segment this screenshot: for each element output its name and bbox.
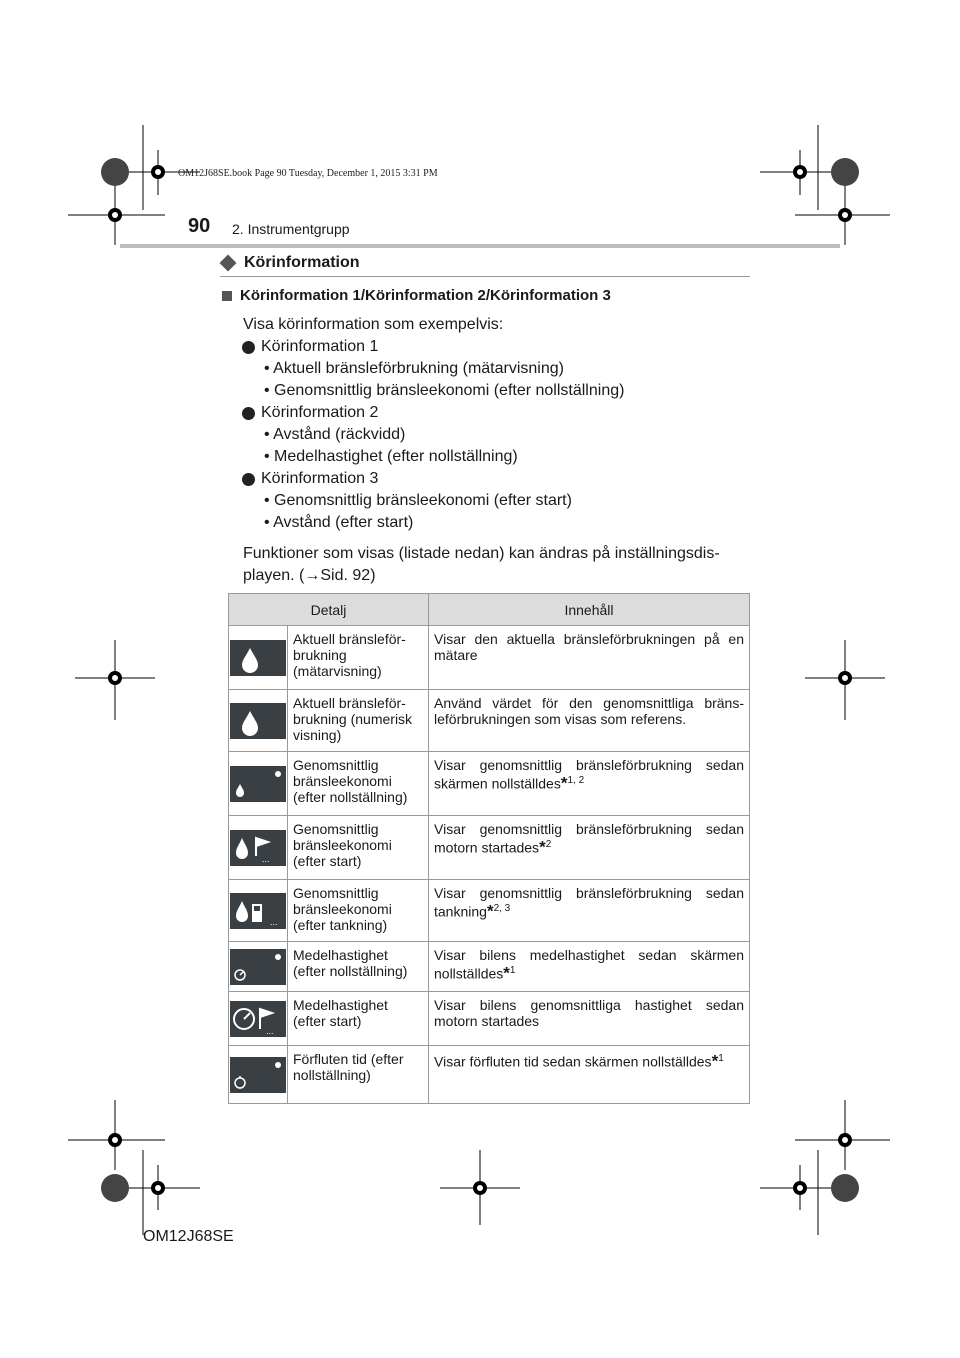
footnote-asterisk: * [503,963,510,983]
list-item: • Genomsnittlig bränsleekonomi (efter nollställning) [264,382,625,399]
icon-cell [229,626,288,690]
content-text: Visar genomsnittlig bränsleförbrukning sedan skärmen nollställdes [434,757,744,792]
footnote-ref: 1 [718,1053,724,1064]
content-cell [429,942,750,992]
list-item-text: Avstånd (efter start) [273,514,414,531]
fuel-drop-flag-icon [230,830,286,866]
speedometer-flag-icon [230,1001,286,1037]
table-row [229,880,750,942]
content-cell [429,992,750,1046]
detail-cell: Aktuell bränsleför-brukning (numerisk visning) [288,690,429,752]
list-item: • Avstånd (efter start) [264,514,414,531]
icon-cell [229,992,288,1046]
table-row [229,816,750,880]
footnote-asterisk: * [486,901,494,921]
table-row [229,992,750,1046]
fuel-drop-large-icon [230,703,286,739]
list-item-text: Genomsnittlig bränsleekonomi (efter nollställning) [274,382,625,399]
content-cell [429,880,750,942]
content-cell [429,1046,750,1104]
section-title: Körinformation [244,254,360,271]
group-item [242,336,762,358]
stopwatch-reset-icon [230,1057,286,1093]
outro-text [243,543,763,587]
content-text: Visar genomsnittlig bränsleförbrukning sedan tankning [434,885,744,920]
bullet-icon [242,341,255,354]
column-header: Detalj [229,594,429,626]
content-text: Använd värdet för den genomsnittliga bräns-leförbrukningen som visas som referens. [434,695,744,727]
subsection-heading [222,287,611,304]
content-text: Visar den aktuella bränsleförbrukningen på en mätare [434,631,744,663]
speedometer-reset-icon [230,949,286,985]
list-item: • Medelhastighet (efter nollställning) [264,448,518,465]
detail-cell: Genomsnittlig bränsleekonomi (efter tankning) [288,880,429,942]
list-item-text: Aktuell bränsleförbrukning (mätarvisning) [273,360,564,377]
content-cell [429,752,750,816]
footnote-asterisk: * [711,1051,719,1071]
content-cell [429,690,750,752]
group-item [242,468,762,490]
detail-cell: Medelhastighet (efter nollställning) [288,942,429,992]
table-row [229,752,750,816]
outro-text-part: playen. ( [243,567,305,584]
icon-cell [229,690,288,752]
group-label: Körinformation 1 [261,338,379,355]
info-table [228,593,750,1104]
outro-line: Funktioner som visas (listade nedan) kan ändras på inställningsdis- [243,545,720,562]
table-header-row [229,594,750,626]
content-text: Visar bilens genomsnittliga hastighet sedan motorn startades [434,997,744,1029]
detail-cell: Aktuell bränsleför-brukning (mätarvisning) [288,626,429,690]
page-number: 90 [188,215,211,237]
footnote-asterisk: * [539,837,546,857]
svg-text:...: ... [262,853,270,864]
chapter-title: 2. Instrumentgrupp [232,221,350,237]
list-item: • Genomsnittlig bränsleekonomi (efter start) [264,492,572,509]
group-item [242,402,762,424]
subsection-title: Körinformation 1/Körinformation 2/Körinformation 3 [240,287,611,304]
table-row [229,690,750,752]
detail-cell: Medelhastighet (efter start) [288,992,429,1046]
footnote-ref: 2 [545,839,552,850]
footnote-ref: 1, 2 [567,775,585,786]
icon-cell [229,1046,288,1104]
group-label: Körinformation 3 [261,470,379,487]
icon-cell [229,880,288,942]
print-header: OM12J68SE.book Page 90 Tuesday, December 1, 2015 3:31 PM [178,168,438,179]
intro-text: Visa körinformation som exempelvis: [243,316,504,333]
content-text: Visar bilens medelhastighet sedan skärmen nollställdes [434,947,744,982]
list-item: • Avstånd (räckvidd) [264,426,406,443]
group-label: Körinformation 2 [261,404,379,421]
content-cell [429,626,750,690]
group-list [242,336,762,534]
detail-cell: Förfluten tid (efter nollställning) [288,1046,429,1104]
footnote-ref: 1 [509,965,516,976]
content-text: Visar genomsnittlig bränsleförbrukning sedan motorn startades [434,821,744,856]
fuel-drop-small-reset-icon [230,766,286,802]
footer-code: OM12J68SE [143,1228,234,1245]
icon-cell [229,942,288,992]
table-row [229,942,750,992]
icon-cell [229,816,288,880]
list-item-text: Genomsnittlig bränsleekonomi (efter start) [274,492,572,509]
footnote-ref: 2, 3 [493,903,511,914]
footnote-asterisk: * [560,773,568,793]
square-bullet-icon [222,291,232,301]
table-row [229,1046,750,1104]
section-heading [220,254,360,272]
list-item: • Aktuell bränsleförbrukning (mätarvisning) [264,360,564,377]
content-cell [429,816,750,880]
list-item-text: Avstånd (räckvidd) [273,426,406,443]
fuel-drop-large-icon [230,640,286,676]
svg-text:...: ... [270,916,278,927]
table-row [229,626,750,690]
bullet-icon [242,473,255,486]
fuel-drop-pump-icon [230,893,286,929]
header-rule [120,244,840,248]
detail-cell: Genomsnittlig bränsleekonomi (efter start) [288,816,429,880]
section-rule [220,276,750,277]
page-reference-link[interactable]: Sid. 92) [320,567,376,584]
list-item-text: Medelhastighet (efter nollställning) [274,448,518,465]
bullet-icon [242,407,255,420]
column-header: Innehåll [429,594,750,626]
outro-line [243,565,763,587]
diamond-icon [220,255,237,272]
content-text: Visar förfluten tid sedan skärmen nollställdes [434,1053,712,1070]
detail-cell: Genomsnittlig bränsleekonomi (efter nollställning) [288,752,429,816]
icon-cell [229,752,288,816]
arrow-icon: → [304,567,321,584]
svg-text:...: ... [266,1025,274,1036]
